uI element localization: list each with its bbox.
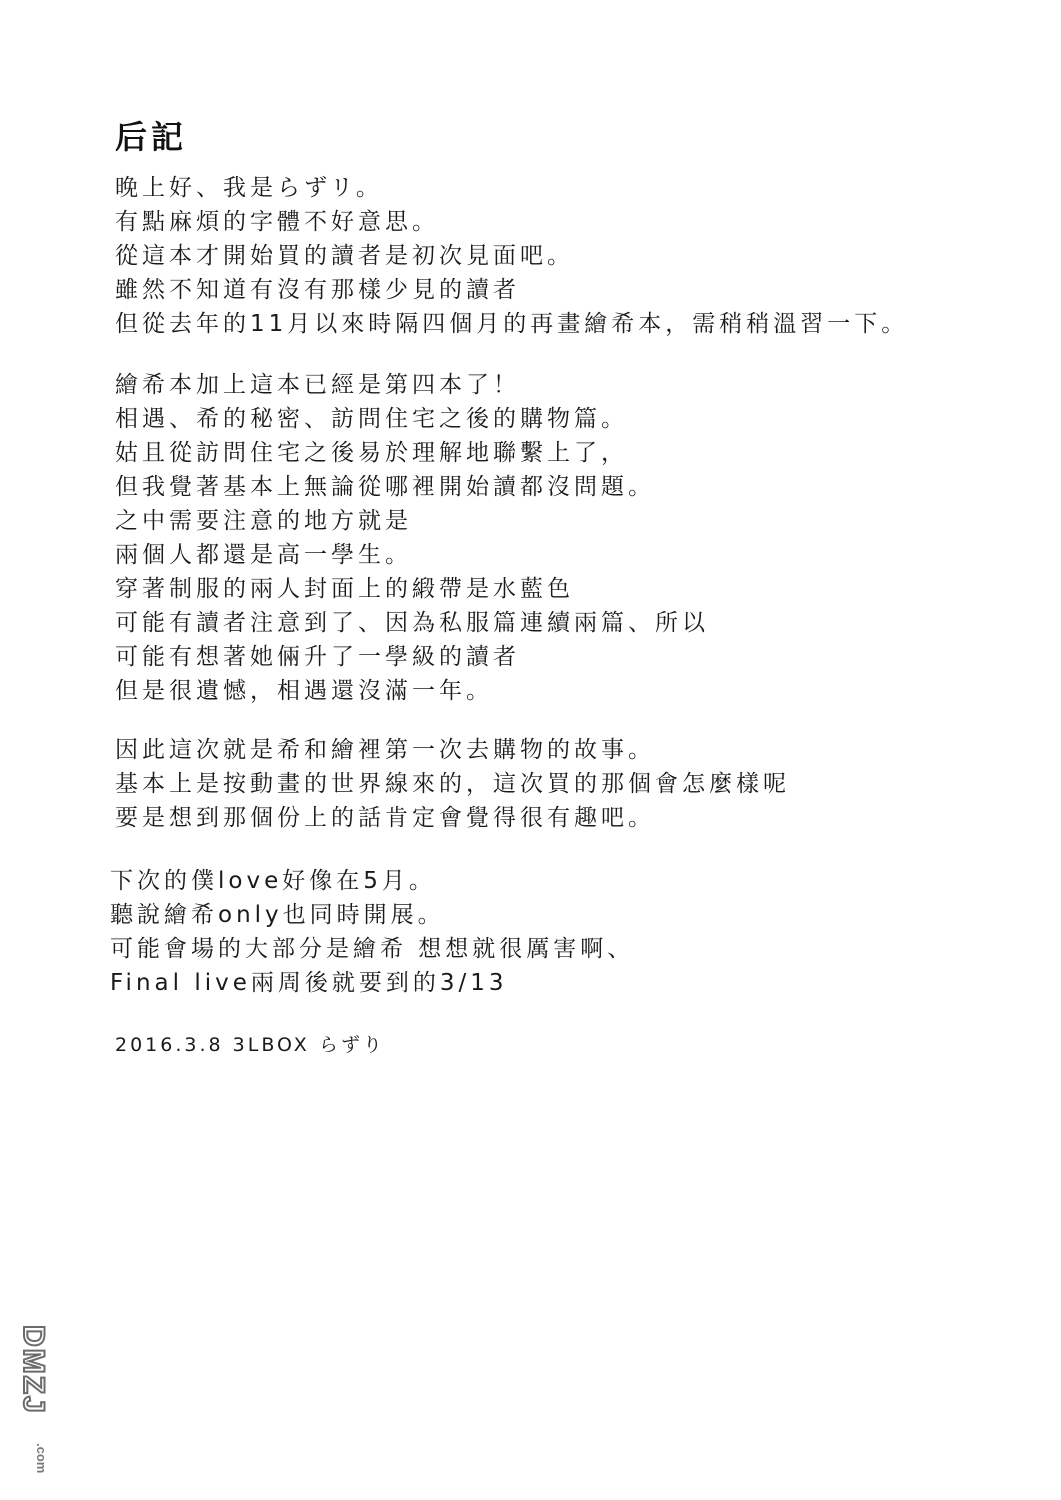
text-line: 但是很遺憾，相遇還沒滿一年。 (115, 678, 493, 704)
text-line: 穿著制服的兩人封面上的緞帶是水藍色 (115, 576, 574, 602)
text-line: 但從去年的11月以來時隔四個月的再畫繪希本，需稍稍溫習一下。 (115, 311, 909, 337)
text-line: 雖然不知道有沒有那樣少見的讀者 (115, 277, 520, 303)
text-line: 有點麻煩的字體不好意思。 (115, 209, 439, 235)
text-line: 可能有讀者注意到了、因為私服篇連續兩篇、所以 (115, 610, 709, 636)
paragraph-story (115, 733, 790, 835)
text-line: 但我覺著基本上無論從哪裡開始讀都沒問題。 (115, 474, 655, 500)
text-line: 可能會場的大部分是繪希 想想就很厲害啊、 (110, 936, 635, 962)
text-line: 晚上好、我是らずリ。 (115, 175, 383, 201)
afterword-title: 后記 (115, 118, 188, 156)
text-line: 姑且從訪問住宅之後易於理解地聯繫上了， (115, 440, 628, 466)
text-line: 基本上是按動畫的世界線來的，這次買的那個會怎麼樣呢 (115, 771, 790, 797)
text-line: 從這本才開始買的讀者是初次見面吧。 (115, 243, 574, 269)
text-line: 聽說繪希only也同時開展。 (110, 902, 445, 928)
signature-date: 2016.3.8 3LBOX らずり (115, 1034, 385, 1056)
text-line: 因此這次就是希和繪裡第一次去購物的故事。 (115, 737, 655, 763)
text-line: 之中需要注意的地方就是 (115, 508, 412, 534)
text-line: Final live兩周後就要到的3/13 (110, 970, 508, 996)
paragraph-events (110, 864, 634, 1000)
text-line: 下次的僕love好像在5月。 (110, 868, 436, 894)
paragraph-series (115, 368, 709, 708)
text-line: 要是想到那個份上的話肯定會覺得很有趣吧。 (115, 805, 655, 831)
watermark-text: DMZJ (17, 1325, 50, 1415)
text-line: 繪希本加上這本已經是第四本了！ (115, 372, 520, 398)
text-line: 可能有想著她倆升了一學級的讀者 (115, 644, 520, 670)
text-line: 相遇、希的秘密、訪問住宅之後的購物篇。 (115, 406, 628, 432)
watermark-logo (8, 1325, 56, 1495)
paragraph-greeting (115, 171, 908, 341)
text-line: 兩個人都還是高一學生。 (115, 542, 412, 568)
watermark-domain: .com (34, 1443, 49, 1474)
